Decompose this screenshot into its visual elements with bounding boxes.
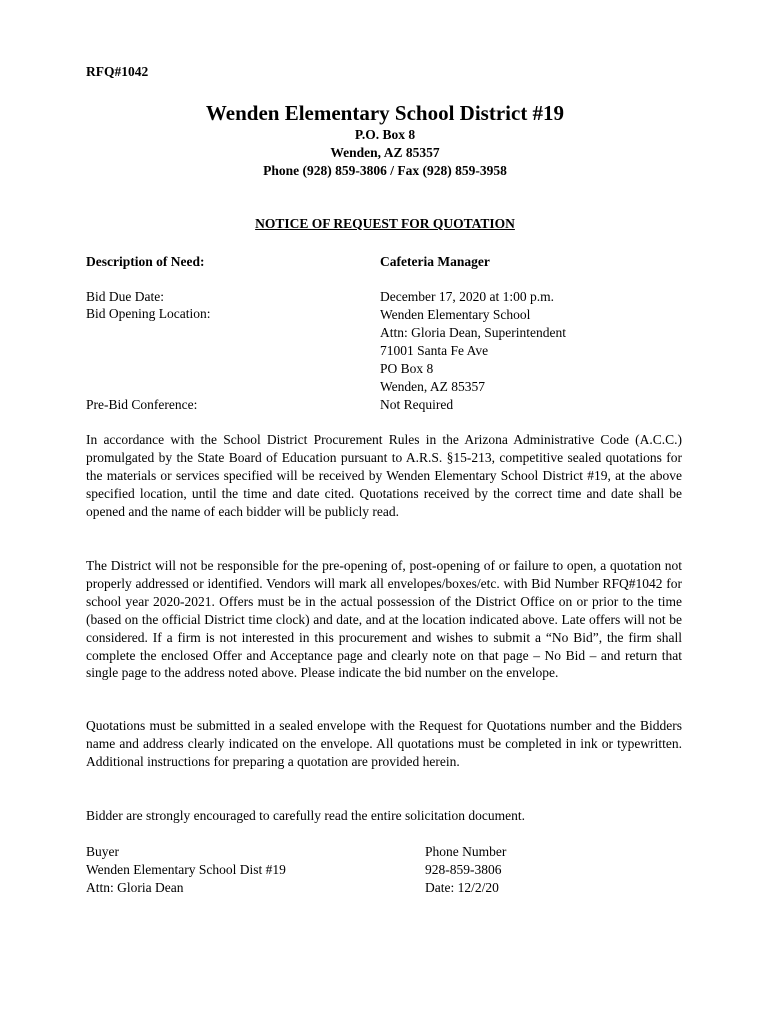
buyer-name: Wenden Elementary School Dist #19 <box>86 861 286 877</box>
description-value: Cafeteria Manager <box>380 254 490 269</box>
location-line: Wenden, AZ 85357 <box>380 378 486 394</box>
phone-label: Phone Number <box>425 844 507 859</box>
paragraph-responsibility: The District will not be responsible for the pre-opening of, post-opening of or failure to open, a quotation not properly addressed or identified. Vendors will mark all envelopes/boxes/etc. with Bid Number RFQ#1042 for school year 2020-2021. Offers must be in the actual possession of the District Office on or prior to the time (based on the official District time clock) and date, and at the location indicated above. Late offers will not be considered. If a firm is not interested in this procurement and wishes to submit a “No Bid”, the firm shall complete the enclosed Offer and Acceptance page and clearly note on that page – No Bid – and return that single page to the address noted above. Please indicate the bid number on the envelope. <box>86 558 682 681</box>
prebid-label: Pre-Bid Conference: <box>86 397 198 412</box>
location-line: Wenden Elementary School <box>380 307 531 322</box>
contact-block <box>425 843 506 897</box>
po-box: P.O. Box 8 <box>354 127 416 142</box>
location-line: Attn: Gloria Dean, Superintendent <box>380 324 566 340</box>
paragraph-procurement-rules: In accordance with the School District Procurement Rules in the Arizona Administrative Code (A.C.C.) promulgated by the State Board of Education pursuant to A.R.S. §15-213, competitive sealed quotations for the materials or services specified will be received by Wenden Elementary School District #19, at the above specified location, until the time and date cited. Quotations received by the correct time and date shall be opened and the name of each bidder will be publicly read. <box>86 432 682 519</box>
notice-title: NOTICE OF REQUEST FOR QUOTATION <box>255 216 515 231</box>
description-label: Description of Need: <box>86 254 205 269</box>
notice-heading <box>0 216 770 232</box>
prebid-value: Not Required <box>380 397 454 412</box>
rfq-number: RFQ#1042 <box>86 64 149 79</box>
city-state: Wenden, AZ 85357 <box>330 145 440 160</box>
paragraph-read-solicitation: Bidder are strongly encouraged to carefully read the entire solicitation document. <box>86 808 525 823</box>
location-block <box>380 306 566 396</box>
buyer-attn: Attn: Gloria Dean <box>86 879 184 895</box>
issue-date: Date: 12/2/20 <box>425 879 499 895</box>
paragraph-sealed-envelope: Quotations must be submitted in a sealed envelope with the Request for Quotations number and the Bidders name and address clearly indicated on the envelope. All quotations must be completed in ink or typewritten. Additional instructions for preparing a quotation are provided herein. <box>86 718 682 769</box>
location-line: PO Box 8 <box>380 360 434 376</box>
buyer-label: Buyer <box>86 844 119 859</box>
district-title: Wenden Elementary School District #19 <box>205 101 565 125</box>
phone-fax: Phone (928) 859-3806 / Fax (928) 859-3958 <box>263 163 507 178</box>
due-date-label: Bid Due Date: <box>86 289 164 304</box>
phone-number: 928-859-3806 <box>425 861 502 877</box>
due-date-value: December 17, 2020 at 1:00 p.m. <box>380 289 554 304</box>
buyer-block <box>86 843 286 897</box>
location-label: Bid Opening Location: <box>86 306 211 321</box>
location-line: 71001 Santa Fe Ave <box>380 342 489 358</box>
